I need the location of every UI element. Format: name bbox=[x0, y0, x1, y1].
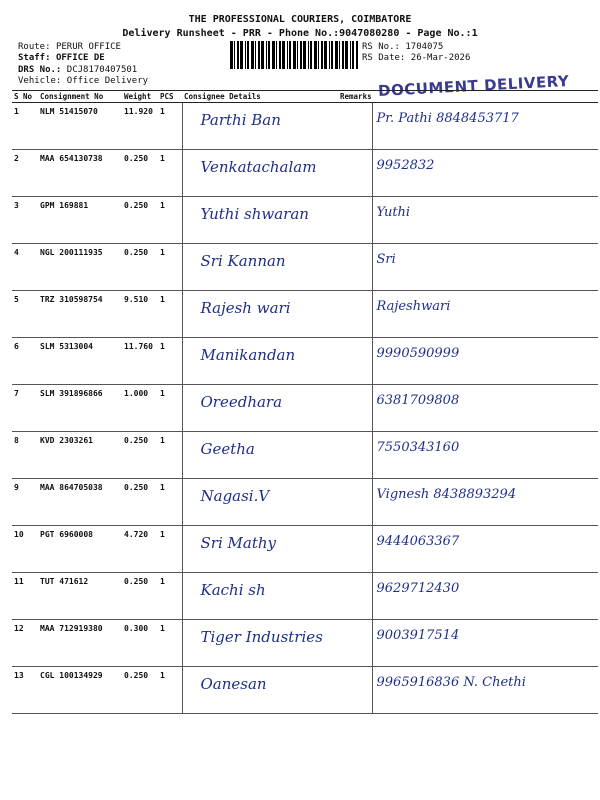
row-pcs: 1 bbox=[158, 103, 182, 150]
table-row bbox=[12, 338, 598, 385]
barcode-bar bbox=[247, 41, 249, 69]
table-row bbox=[12, 620, 598, 667]
barcode-bar bbox=[279, 41, 281, 69]
barcode-bar bbox=[261, 41, 264, 69]
row-pcs: 1 bbox=[158, 526, 182, 573]
row-weight: 0.250 bbox=[122, 244, 158, 291]
barcode-bar bbox=[303, 41, 306, 69]
row-signature: Sri bbox=[372, 244, 598, 291]
row-consignee: Geetha bbox=[182, 432, 338, 479]
row-weight: 0.250 bbox=[122, 667, 158, 714]
table-row bbox=[12, 150, 598, 197]
barcode bbox=[230, 41, 358, 69]
barcode-bar bbox=[310, 41, 312, 69]
rs-date-value: 26-Mar-2026 bbox=[410, 53, 471, 63]
barcode-bar bbox=[272, 41, 275, 69]
row-consignee: Manikandan bbox=[182, 338, 338, 385]
barcode-bar bbox=[345, 41, 348, 69]
barcode-bar bbox=[240, 41, 243, 69]
row-consignee: Kachi sh bbox=[182, 573, 338, 620]
row-consignment-no: NGL 200111935 bbox=[38, 244, 122, 291]
barcode-bar bbox=[300, 41, 302, 69]
drs-field bbox=[18, 65, 137, 75]
row-signature: 9990590999 bbox=[372, 338, 598, 385]
col-signature bbox=[372, 91, 598, 103]
row-sno: 4 bbox=[12, 244, 38, 291]
row-sno: 6 bbox=[12, 338, 38, 385]
barcode-bar bbox=[234, 41, 235, 69]
col-consignment: Consignment No bbox=[38, 91, 122, 103]
barcode-bar bbox=[331, 41, 333, 69]
row-pcs: 1 bbox=[158, 479, 182, 526]
row-signature: Vignesh 8438893294 bbox=[372, 479, 598, 526]
table-row bbox=[12, 244, 598, 291]
row-remarks bbox=[338, 573, 372, 620]
row-consignment-no: SLM 391896866 bbox=[38, 385, 122, 432]
document-delivery-stamp: DOCUMENT DELIVERY bbox=[377, 72, 570, 100]
staff-label: Staff: bbox=[18, 53, 51, 63]
table-row bbox=[12, 197, 598, 244]
vehicle-value: Office Delivery bbox=[66, 76, 149, 86]
row-signature: 9444063367 bbox=[372, 526, 598, 573]
barcode-bar bbox=[287, 41, 288, 69]
barcode-bar bbox=[297, 41, 298, 69]
col-sno: S No bbox=[12, 91, 38, 103]
barcode-bar bbox=[268, 41, 270, 69]
row-remarks bbox=[338, 338, 372, 385]
row-pcs: 1 bbox=[158, 573, 182, 620]
barcode-bar bbox=[276, 41, 277, 69]
row-sno: 13 bbox=[12, 667, 38, 714]
barcode-bar bbox=[251, 41, 254, 69]
col-weight: Weight bbox=[122, 91, 158, 103]
row-consignee: Sri Kannan bbox=[182, 244, 338, 291]
row-weight: 0.300 bbox=[122, 620, 158, 667]
table-row bbox=[12, 573, 598, 620]
row-pcs: 1 bbox=[158, 620, 182, 667]
table-row bbox=[12, 385, 598, 432]
row-pcs: 1 bbox=[158, 244, 182, 291]
row-consignment-no: MAA 712919380 bbox=[38, 620, 122, 667]
row-pcs: 1 bbox=[158, 432, 182, 479]
staff-value: OFFICE DE bbox=[55, 53, 105, 63]
row-pcs: 1 bbox=[158, 667, 182, 714]
row-pcs: 1 bbox=[158, 291, 182, 338]
row-weight: 0.250 bbox=[122, 573, 158, 620]
barcode-bar bbox=[329, 41, 330, 69]
row-consignment-no: SLM 5313004 bbox=[38, 338, 122, 385]
barcode-bar bbox=[230, 41, 233, 69]
barcode-bar bbox=[258, 41, 260, 69]
row-remarks bbox=[338, 479, 372, 526]
row-sno: 12 bbox=[12, 620, 38, 667]
row-signature: 9629712430 bbox=[372, 573, 598, 620]
row-remarks bbox=[338, 385, 372, 432]
row-sno: 1 bbox=[12, 103, 38, 150]
row-consignment-no: KVD 2303261 bbox=[38, 432, 122, 479]
vehicle-label: Vehicle: bbox=[18, 76, 62, 86]
row-consignee: Oreedhara bbox=[182, 385, 338, 432]
row-weight: 11.760 bbox=[122, 338, 158, 385]
row-weight: 1.000 bbox=[122, 385, 158, 432]
row-remarks bbox=[338, 620, 372, 667]
row-consignee: Parthi Ban bbox=[182, 103, 338, 150]
barcode-bar bbox=[293, 41, 296, 69]
row-consignment-no: TRZ 310598754 bbox=[38, 291, 122, 338]
rs-no-field bbox=[362, 42, 443, 52]
rs-no-label: RS No.: bbox=[362, 42, 400, 52]
barcode-bar bbox=[324, 41, 327, 69]
row-remarks bbox=[338, 667, 372, 714]
row-consignment-no: MAA 654130738 bbox=[38, 150, 122, 197]
row-consignment-no: CGL 100134929 bbox=[38, 667, 122, 714]
row-consignee: Nagasi.V bbox=[182, 479, 338, 526]
barcode-bar bbox=[318, 41, 319, 69]
row-consignee: Yuthi shwaran bbox=[182, 197, 338, 244]
table-header bbox=[12, 91, 598, 103]
table-row bbox=[12, 291, 598, 338]
row-consignment-no: NLM 51415070 bbox=[38, 103, 122, 150]
row-sno: 9 bbox=[12, 479, 38, 526]
row-sno: 5 bbox=[12, 291, 38, 338]
route-value: PERUR OFFICE bbox=[55, 42, 121, 52]
barcode-bar bbox=[339, 41, 340, 69]
row-sno: 2 bbox=[12, 150, 38, 197]
row-weight: 11.920 bbox=[122, 103, 158, 150]
col-consignee: Consignee Details bbox=[182, 91, 338, 103]
row-sno: 8 bbox=[12, 432, 38, 479]
row-weight: 0.250 bbox=[122, 432, 158, 479]
row-sno: 3 bbox=[12, 197, 38, 244]
row-signature: 9952832 bbox=[372, 150, 598, 197]
barcode-bar bbox=[352, 41, 354, 69]
staff-field bbox=[18, 53, 105, 63]
row-signature: 9003917514 bbox=[372, 620, 598, 667]
row-weight: 0.250 bbox=[122, 150, 158, 197]
delivery-table bbox=[12, 90, 598, 714]
barcode-bar bbox=[245, 41, 246, 69]
rs-no-value: 1704075 bbox=[405, 42, 444, 52]
row-consignment-no: GPM 169881 bbox=[38, 197, 122, 244]
row-signature: 6381709808 bbox=[372, 385, 598, 432]
runsheet-title: Delivery Runsheet - PRR - Phone No.:9047080280 - Page No.:1 bbox=[122, 28, 478, 39]
row-remarks bbox=[338, 244, 372, 291]
row-consignee: Rajesh wari bbox=[182, 291, 338, 338]
route-label: Route: bbox=[18, 42, 51, 52]
row-sno: 11 bbox=[12, 573, 38, 620]
barcode-bar bbox=[356, 41, 358, 69]
row-consignee: Tiger Industries bbox=[182, 620, 338, 667]
col-remarks: Remarks bbox=[340, 92, 372, 101]
row-pcs: 1 bbox=[158, 385, 182, 432]
row-consignment-no: TUT 471612 bbox=[38, 573, 122, 620]
row-remarks bbox=[338, 103, 372, 150]
row-remarks bbox=[338, 432, 372, 479]
rs-date-label: RS Date: bbox=[362, 53, 406, 63]
row-consignee: Venkatachalam bbox=[182, 150, 338, 197]
row-signature: 9965916836 N. Chethi bbox=[372, 667, 598, 714]
barcode-bar bbox=[237, 41, 239, 69]
barcode-bar bbox=[342, 41, 344, 69]
barcode-bar bbox=[266, 41, 267, 69]
table-row bbox=[12, 432, 598, 479]
col-pcs: PCS bbox=[158, 91, 182, 103]
row-sno: 10 bbox=[12, 526, 38, 573]
drs-value: DCJ8170407501 bbox=[66, 65, 138, 75]
row-pcs: 1 bbox=[158, 197, 182, 244]
row-consignee: Sri Mathy bbox=[182, 526, 338, 573]
row-signature: Pr. Pathi 8848453717 bbox=[372, 103, 598, 150]
route-field bbox=[18, 42, 121, 52]
row-weight: 9.510 bbox=[122, 291, 158, 338]
barcode-bar bbox=[255, 41, 256, 69]
barcode-bar bbox=[308, 41, 309, 69]
row-signature: Yuthi bbox=[372, 197, 598, 244]
row-consignment-no: MAA 864705038 bbox=[38, 479, 122, 526]
table-row bbox=[12, 479, 598, 526]
row-remarks bbox=[338, 150, 372, 197]
barcode-bar bbox=[314, 41, 317, 69]
row-weight: 4.720 bbox=[122, 526, 158, 573]
vehicle-field bbox=[18, 76, 148, 86]
row-consignee: Oanesan bbox=[182, 667, 338, 714]
barcode-bar bbox=[335, 41, 338, 69]
row-weight: 0.250 bbox=[122, 479, 158, 526]
row-sno: 7 bbox=[12, 385, 38, 432]
drs-label: DRS No.: bbox=[18, 65, 62, 75]
row-remarks bbox=[338, 291, 372, 338]
table-row bbox=[12, 667, 598, 714]
row-remarks bbox=[338, 526, 372, 573]
row-weight: 0.250 bbox=[122, 197, 158, 244]
barcode-bar bbox=[321, 41, 323, 69]
table-row bbox=[12, 103, 598, 150]
rs-date-field bbox=[362, 53, 470, 63]
barcode-bar bbox=[282, 41, 285, 69]
row-pcs: 1 bbox=[158, 150, 182, 197]
row-signature: Rajeshwari bbox=[372, 291, 598, 338]
row-remarks bbox=[338, 197, 372, 244]
barcode-bar bbox=[289, 41, 291, 69]
barcode-bar bbox=[350, 41, 351, 69]
company-title: THE PROFESSIONAL COURIERS, COIMBATORE bbox=[188, 14, 412, 25]
row-pcs: 1 bbox=[158, 338, 182, 385]
row-consignment-no: PGT 6960008 bbox=[38, 526, 122, 573]
row-signature: 7550343160 bbox=[372, 432, 598, 479]
table-row bbox=[12, 526, 598, 573]
